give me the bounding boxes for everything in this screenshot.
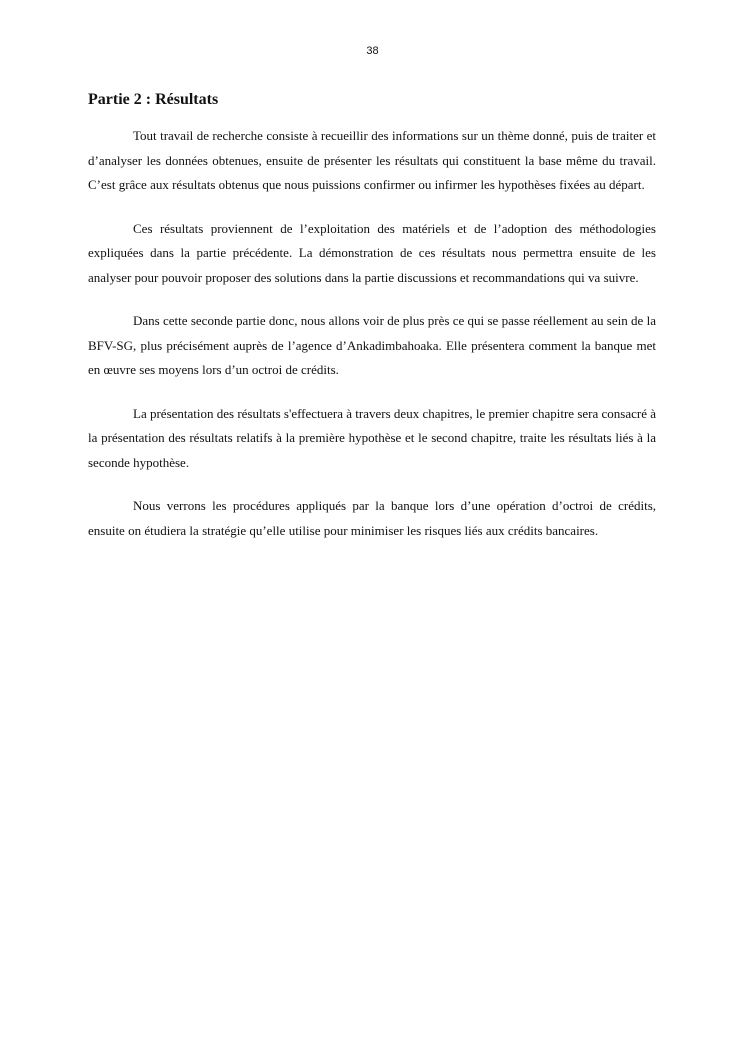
section-title: Partie 2 : Résultats — [88, 91, 219, 108]
paragraph-chapters-overview: La présentation des résultats s'effectuera à travers deux chapitres, le premier chapitre sera consacré à la présentation des résultats relatifs à la première hypothèse et le second chapitre, traite les résultats liés à la seconde hypothèse. — [88, 405, 656, 470]
page-content — [88, 88, 656, 562]
paragraph-intro: Tout travail de recherche consiste à recueillir des informations sur un thème donné, puis de traiter et d’analyser les données obtenues, ensuite de présenter les résultats qui constituent la base même du travail. C’est grâce aux résultats obtenus que nous puissions confirmer ou infirmer les hypothèses fixées au départ. — [88, 128, 656, 192]
page-number: 38 — [366, 45, 379, 57]
paragraph-origin-of-results: Ces résultats proviennent de l’exploitation des matériels et de l’adoption des méthodologies expliquées dans la partie précédente. La démonstration de ces résultats nous permettra ensuite de les analyser pour pouvoir proposer des solutions dans la partie discussions et recommandations qui va suivre. — [88, 220, 656, 285]
paragraph-procedures: Nous verrons les procédures appliqués par la banque lors d’une opération d’octroi de crédits, ensuite on étudiera la stratégie qu’elle utilise pour minimiser les risques liés aux crédits bancaires. — [88, 498, 656, 538]
paragraph-bfv-sg-agency: Dans cette seconde partie donc, nous allons voir de plus près ce qui se passe réellement au sein de la BFV-SG, plus précisément auprès de l’agence d’Ankadimbahoaka. Elle présentera comment la banque met en œuvre ses moyens lors d’un octroi de crédits. — [88, 313, 656, 377]
